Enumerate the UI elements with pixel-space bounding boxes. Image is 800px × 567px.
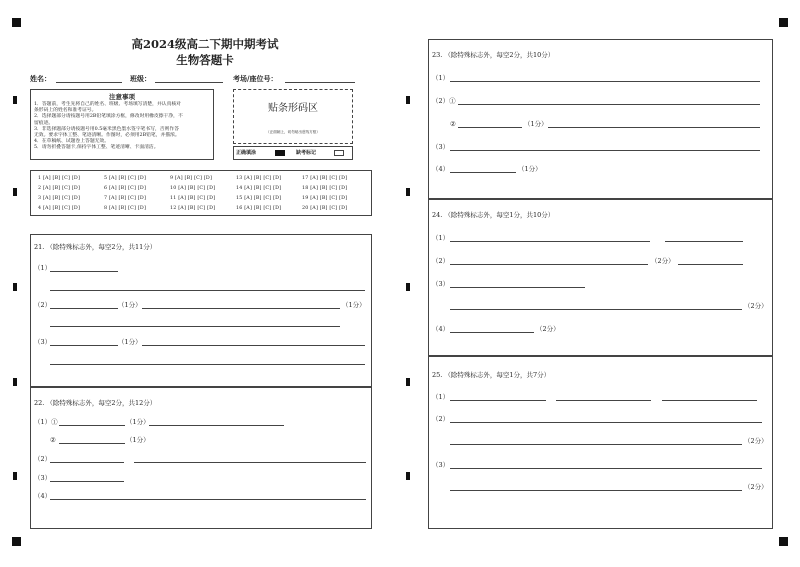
q23-answer-line[interactable] [450,150,760,151]
q23-part3-label: （3） [432,143,450,151]
mc-question-row[interactable]: 12 [A] [B] [C] [D] [170,206,216,211]
q21-part3-points: （1分） [118,338,142,346]
timing-mark [406,188,410,196]
q25-part2-points: （2分） [744,437,768,445]
q21-answer-line[interactable] [50,290,365,291]
mc-question-row[interactable]: 4 [A] [B] [C] [D] [38,206,81,211]
q22-header: 22. （除特殊标志外，每空2分，共12分） [34,399,157,407]
q23-part2-label: （2）① [432,97,456,105]
mc-question-row[interactable]: 11 [A] [B] [C] [D] [170,196,216,201]
q22-answer-line[interactable] [134,462,366,463]
q23-header: 23. （除特殊标志外，每空2分，共10分） [432,51,555,59]
mc-question-row[interactable]: 10 [A] [B] [C] [D] [170,186,216,191]
q22-part2-label: （2） [34,455,52,463]
q23-box [428,39,773,199]
q24-answer-line[interactable] [450,241,650,242]
q22-part4-label: （4） [34,492,52,500]
q25-part2-label: （2） [432,415,450,423]
q22-answer-line[interactable] [59,443,125,444]
class-field[interactable] [155,82,223,83]
q24-part4-label: （4） [432,325,450,333]
correct-fill-label: 正确填涂 [236,150,257,156]
q21-answer-line[interactable] [50,326,340,327]
notes-line: 无效。要求字体工整、笔迹清晰。作图时，必须用2B铅笔，并描浓。 [34,133,180,139]
timing-mark [406,378,410,386]
q23-part2b-points: （1分） [524,120,548,128]
q25-answer-line[interactable] [450,400,546,401]
notes-line: 留痕迹。 [34,120,54,126]
timing-mark [13,96,17,104]
q21-part3-label: （3） [34,338,52,346]
q23-part4-points: （1分） [518,165,542,173]
q21-part2-points-end: （1分） [342,301,366,309]
q21-answer-line[interactable] [142,308,340,309]
q25-part3-label: （3） [432,461,450,469]
timing-mark [13,283,17,291]
q24-answer-line[interactable] [450,309,742,310]
missing-mark-label: 缺考标记 [296,150,317,156]
q22-part3-label: （3） [34,474,52,482]
q24-answer-line[interactable] [450,332,534,333]
q23-answer-line[interactable] [548,127,760,128]
page-title: 高2024级高二下期中期考试 [131,37,279,51]
mc-question-row[interactable]: 14 [A] [B] [C] [D] [236,186,282,191]
q24-part1-label: （1） [432,234,450,242]
mc-question-row[interactable]: 9 [A] [B] [C] [D] [170,176,213,181]
q21-answer-line[interactable] [50,271,118,272]
q22-answer-line[interactable] [50,481,124,482]
q25-box [428,356,773,529]
timing-mark [406,472,410,480]
q22-part1b-label: ② [50,436,56,444]
q23-answer-line[interactable] [458,104,760,105]
mc-question-row[interactable]: 17 [A] [B] [C] [D] [302,176,348,181]
registration-mark-top-right [779,18,788,27]
mc-question-row[interactable]: 8 [A] [B] [C] [D] [104,206,147,211]
notes-line: 3．非选择题部分请按题号用0.5毫米黑色墨水签字笔书写，否则作答 [34,126,179,132]
q24-answer-line[interactable] [678,264,743,265]
timing-mark [13,188,17,196]
notes-line: 5．请勿折叠答题卡,保持字体工整、笔迹清晰、卡面清洁。 [34,145,159,151]
registration-mark-bottom-left [12,537,21,546]
q22-answer-line[interactable] [50,499,366,500]
q23-part2b-label: ② [450,120,456,128]
mc-question-row[interactable]: 16 [A] [B] [C] [D] [236,206,282,211]
class-label: 班级： [130,74,151,83]
mc-question-row[interactable]: 15 [A] [B] [C] [D] [236,196,282,201]
q22-part1b-points: （1分） [126,436,150,444]
q25-answer-line[interactable] [450,490,742,491]
q21-answer-line[interactable] [50,308,118,309]
notes-list [34,102,213,152]
q25-part3-points: （2分） [744,483,768,491]
q24-part2-points: （2分） [651,257,675,265]
notes-line: 2．选择题部分请按题号用2B铅笔填涂方框，修改时用橡皮擦干净，不 [34,114,183,120]
mc-question-row[interactable]: 19 [A] [B] [C] [D] [302,196,348,201]
mc-question-row[interactable]: 1 [A] [B] [C] [D] [38,176,81,181]
q22-answer-line[interactable] [149,425,284,426]
notes-line: 4．在草稿纸、试题卷上答题无效。 [34,139,110,145]
q23-answer-line[interactable] [458,127,522,128]
q22-part1-points: （1分） [126,418,150,426]
q23-part4-label: （4） [432,165,450,173]
barcode-hint: （正面朝上，切勿贴出虚线方框） [266,130,320,134]
q24-part3-label: （3） [432,280,450,288]
q22-answer-line[interactable] [50,462,124,463]
barcode-area [233,89,353,144]
q22-box [30,387,372,529]
notes-box [30,89,214,160]
correct-fill-sample [275,150,285,156]
page-subtitle: 生物答题卡 [176,53,234,67]
q21-part2-points: （1分） [118,301,142,309]
q23-part1-label: （1） [432,74,450,82]
q24-answer-line[interactable] [450,264,648,265]
notes-line: 条形码上的姓名和准考证号。 [34,108,97,114]
missing-mark-box[interactable] [334,150,344,156]
registration-mark-top-left [12,18,21,27]
q24-answer-line[interactable] [450,287,585,288]
q24-header: 24. （除特殊标志外，每空1分，共10分） [432,211,555,219]
notes-title: 注意事项 [109,93,135,101]
q21-part2-label: （2） [34,301,52,309]
mc-question-row[interactable]: 13 [A] [B] [C] [D] [236,176,282,181]
q22-part1-label: （1）① [34,418,58,426]
timing-mark [13,472,17,480]
seat-field[interactable] [285,82,355,83]
timing-mark [406,283,410,291]
q25-answer-line[interactable] [556,400,651,401]
mc-question-row[interactable]: 18 [A] [B] [C] [D] [302,186,348,191]
mc-question-row[interactable]: 5 [A] [B] [C] [D] [104,176,147,181]
q22-answer-line[interactable] [59,425,125,426]
q21-answer-line[interactable] [50,345,118,346]
name-field[interactable] [56,82,122,83]
q25-header: 25. （除特殊标志外，每空1分，共7分） [432,371,551,379]
mc-question-row[interactable]: 20 [A] [B] [C] [D] [302,206,348,211]
mc-question-row[interactable]: 2 [A] [B] [C] [D] [38,186,81,191]
q24-part3-points: （2分） [744,302,768,310]
q25-answer-line[interactable] [450,422,762,423]
q25-answer-line[interactable] [450,444,742,445]
q24-part2-label: （2） [432,257,450,265]
q24-part4-points: （2分） [536,325,560,333]
q25-part1-label: （1） [432,393,450,401]
q23-answer-line[interactable] [450,172,516,173]
seat-label: 考场/座位号： [233,74,278,83]
q25-answer-line[interactable] [450,468,762,469]
registration-mark-bottom-right [779,537,788,546]
timing-mark [13,378,17,386]
q21-part1-label: （1） [34,264,52,272]
name-label: 姓名： [30,74,51,83]
q21-header: 21. （除特殊标志外，每空2分，共11分） [34,243,157,251]
mc-question-row[interactable]: 3 [A] [B] [C] [D] [38,196,81,201]
barcode-label: 贴条形码区 [268,103,318,114]
q23-answer-line[interactable] [450,81,760,82]
notes-line: 1．答题前，考生先将自己的姓名、班级、考场填写清楚，并认真核对 [34,102,181,107]
mc-question-row[interactable]: 7 [A] [B] [C] [D] [104,196,147,201]
mc-question-row[interactable]: 6 [A] [B] [C] [D] [104,186,147,191]
timing-mark [406,96,410,104]
q25-answer-line[interactable] [662,400,757,401]
q24-answer-line[interactable] [665,241,743,242]
q21-answer-line[interactable] [142,345,365,346]
q21-answer-line[interactable] [50,364,365,365]
